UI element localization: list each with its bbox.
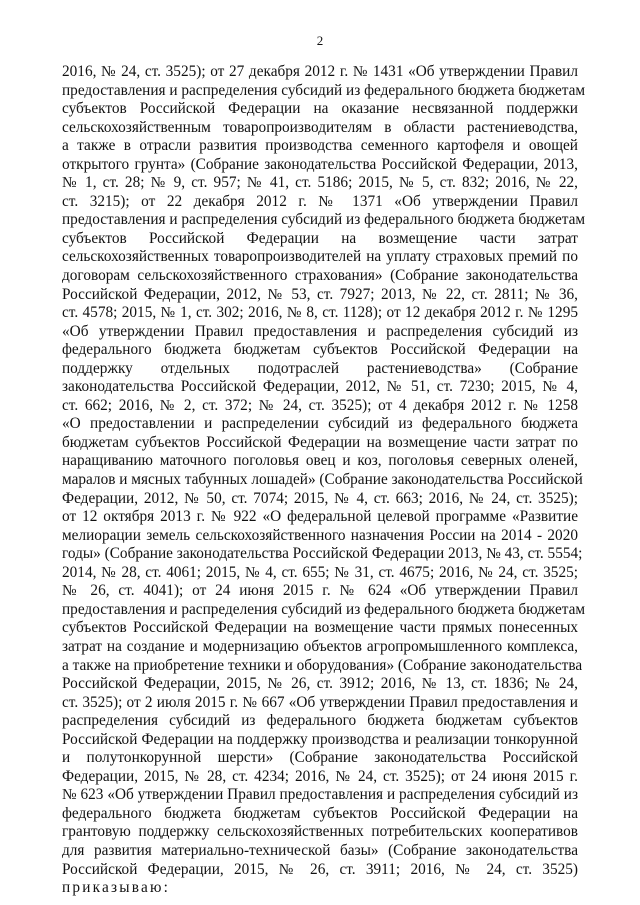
text-line: и полутонкорунной шерсти» (Собрание законодательства Российской [62, 749, 578, 767]
text-line: субъектов Российской Федерации на возмещение части прямых понесенных [62, 619, 578, 637]
order-keyword: приказываю: [62, 879, 171, 897]
text-line: Федерации, 2015, № 28, ст. 4234; 2016, № 24, ст. 3525); от 24 июня 2015 г. [62, 767, 578, 785]
text-line: предоставления и распределения субсидий из федерального бюджета бюджетам [62, 211, 586, 229]
text-line: маралов и мясных табунных лошадей» (Собрание законодательства Российской [62, 471, 583, 489]
text-line: субъектов Российской Федерации на возмещение части затрат [62, 229, 578, 247]
text-line: предоставления и распределения субсидий из федерального бюджета бюджетам [62, 600, 586, 618]
text-line: ст. 4578; 2015, № 1, ст. 302; 2016, № 8, ст. 1128); от 12 декабря 2012 г. № 1295 [62, 304, 578, 322]
text-line: Российской Федерации, 2015, № 26, ст. 3912; 2016, № 13, ст. 1836; № 24, [62, 675, 578, 693]
text-line: Федерации, 2012, № 50, ст. 7074; 2015, № 4, ст. 663; 2016, № 24, ст. 3525); [62, 489, 578, 507]
text-line: ст. 662; 2016, № 2, ст. 372; № 24, ст. 3525); от 4 декабря 2012 г. № 1258 [62, 396, 578, 414]
text-line: федерального бюджета бюджетам субъектов Российской Федерации на [62, 804, 578, 822]
text-line: «О предоставлении и распределении субсидий из федерального бюджета [62, 415, 578, 433]
text-line: № 623 «Об утверждении Правил предоставления и распределения субсидий из [62, 786, 578, 804]
text-line: ст. 3215); от 22 декабря 2012 г. № 1371 «Об утверждении Правил [62, 192, 578, 210]
text-line: сельскохозяйственных товаропроизводителей на уплату страховых премий по [62, 248, 578, 266]
page-number: 2 [316, 33, 324, 48]
text-line: законодательства Российской Федерации, 2012, № 51, ст. 7230; 2015, № 4, [62, 378, 578, 396]
text-line: а также в отрасли развития производства семенного картофеля и овощей [62, 137, 578, 155]
text-line: грантовую поддержку сельскохозяйственных потребительских кооперативов [62, 823, 578, 841]
text-line: федерального бюджета бюджетам субъектов Российской Федерации на [62, 341, 578, 359]
text-line: наращиванию маточного поголовья овец и коз, поголовья северных оленей, [62, 452, 578, 470]
text-line: 2014, № 28, ст. 4061; 2015, № 4, ст. 655; № 31, ст. 4675; 2016, № 24, ст. 3525; [62, 563, 578, 581]
text-line: годы» (Собрание законодательства Российской Федерации 2013, № 43, ст. 5554; [62, 545, 583, 563]
text-line: договорам сельскохозяйственного страхования» (Собрание законодательства [62, 267, 578, 285]
text-line: а также на приобретение техники и оборудования» (Собрание законодательства [62, 656, 583, 674]
text-line: Российской Федерации, 2012, № 53, ст. 7927; 2013, № 22, ст. 2811; № 36, [62, 285, 578, 303]
text-line: предоставления и распределения субсидий из федерального бюджета бюджетам [62, 81, 586, 99]
text-line: ст. 3525); от 2 июля 2015 г. № 667 «Об утверждении Правил предоставления и [62, 693, 578, 711]
text-line: № 26, ст. 4041); от 24 июня 2015 г. № 624 «Об утверждении Правил [62, 582, 578, 600]
text-line: затрат на создание и модернизацию объектов агропромышленного комплекса, [62, 637, 578, 655]
text-line: Российской Федерации, 2015, № 26, ст. 3911; 2016, № 24, ст. 3525) [62, 860, 578, 878]
body-text [62, 63, 586, 898]
text-line: распределения субсидий из федерального бюджета бюджетам субъектов [62, 712, 578, 730]
text-line: для развития материально-технической базы» (Собрание законодательства [62, 841, 578, 859]
text-line: от 12 октября 2013 г. № 922 «О федеральной целевой программе «Развитие [62, 508, 578, 526]
text-line: субъектов Российской Федерации на оказание несвязанной поддержки [62, 100, 578, 118]
text-line: мелиорации земель сельскохозяйственного назначения России на 2014 - 2020 [62, 526, 578, 544]
text-line: сельскохозяйственным товаропроизводителям в области растениеводства, [62, 118, 578, 136]
text-line: поддержку отдельных подотраслей растениеводства» (Собрание [62, 359, 578, 377]
text-line: Российской Федерации на поддержку производства и реализации тонкорунной [62, 730, 578, 748]
text-line: открытого грунта» (Собрание законодательства Российской Федерации, 2013, [62, 155, 578, 173]
text-line: 2016, № 24, ст. 3525); от 27 декабря 2012 г. № 1431 «Об утверждении Правил [62, 63, 578, 80]
text-line: № 1, ст. 28; № 9, ст. 957; № 41, ст. 5186; 2015, № 5, ст. 832; 2016, № 22, [62, 174, 578, 192]
text-line: бюджетам субъектов Российской Федерации на возмещение части затрат по [62, 433, 578, 451]
text-line: «Об утверждении Правил предоставления и распределения субсидий из [62, 322, 578, 340]
